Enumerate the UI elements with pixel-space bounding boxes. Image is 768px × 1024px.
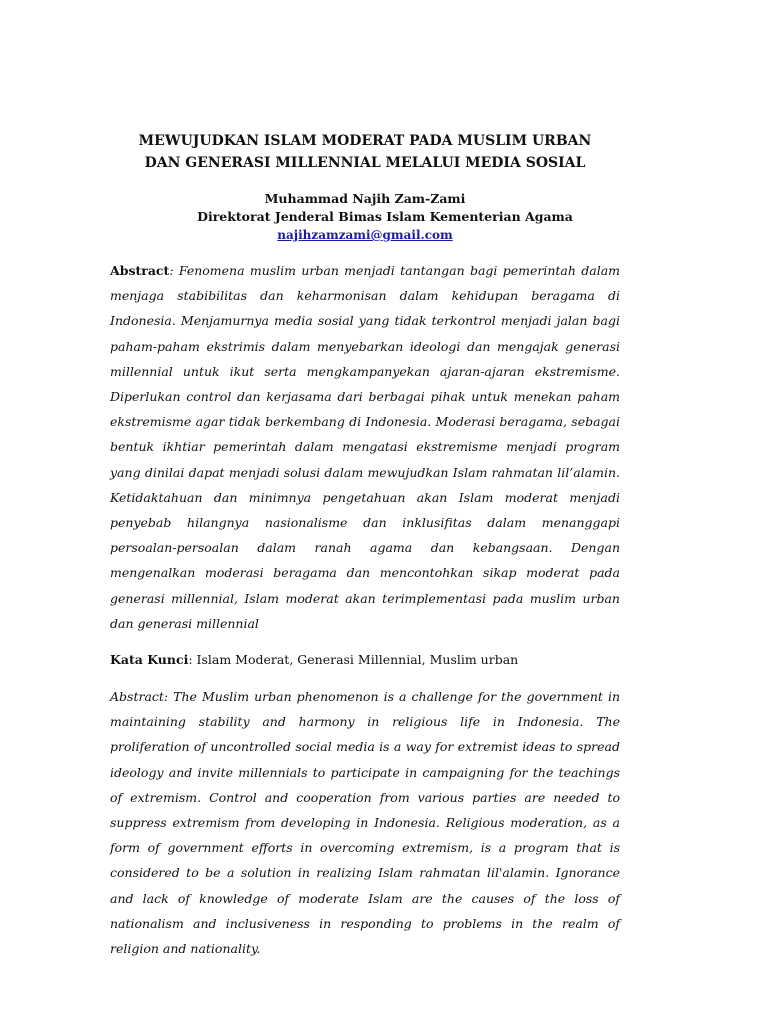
abstract-en-label: Abstract [110, 689, 164, 705]
author-email-link[interactable]: najihzamzami@gmail.com [277, 228, 453, 242]
paper-title [110, 130, 620, 174]
abstract-english [110, 684, 620, 961]
title-line-1: MEWUJUDKAN ISLAM MODERAT PADA MUSLIM URBAN [138, 133, 592, 149]
abstract-id-text: : Fenomena muslim urban menjadi tantangan bagi pemerintah dalam menjaga stabibilitas dan keharmonisan dalam kehidupan beragama di Indonesia. Menjamurnya media sosial yang tidak terkontrol menjadi jalan bagi paham-paham ekstrimis dalam menyebarkan ideologi dan mengajak generasi millennial untuk ikut serta mengkampanyekan ajaran-ajaran ekstremisme. Diperlukan control dan kerjasama dari berbagai pihak untuk menekan paham ekstremisme agar tidak berkembang di Indonesia. Moderasi beragama, sebagai bentuk ikhtiar pemerintah dalam mengatasi ekstremisme menjadi program yang dinilai dapat menjadi solusi dalam mewujudkan Islam rahmatan lil’alamin. Ketidaktahuan dan minimnya pengetahuan akan Islam moderat menjadi penyebab hilangnya nasionalisme dan inklusifitas dalam menanggapi persoalan-persoalan dalam ranah agama dan kebangsaan. Dengan mengenalkan moderasi beragama dan mencontohkan sikap moderat pada generasi millennial, Islam moderat akan terimplementasi pada muslim urban dan generasi millennial [110, 263, 620, 631]
paper-page [110, 130, 620, 974]
author-affiliation: Direktorat Jenderal Bimas Islam Kementerian Agama [197, 209, 573, 224]
abstract-id-label: Abstract [110, 263, 170, 278]
keywords [110, 650, 620, 670]
keywords-label: Kata Kunci [110, 652, 189, 668]
author-name: Muhammad Najih Zam-Zami [264, 191, 466, 206]
title-line-2: DAN GENERASI MILLENNIAL MELALUI MEDIA SOSIAL [144, 155, 586, 171]
abstract-indonesian [110, 258, 620, 636]
abstract-en-text: : The Muslim urban phenomenon is a challenge for the government in maintaining stability and harmony in religious life in Indonesia. The proliferation of uncontrolled social media is a way for extremist ideas to spread ideology and invite millennials to participate in campaigning for the teachings of extremism. Control and cooperation from various parties are needed to suppress extremism from developing in Indonesia. Religious moderation, as a form of government efforts in overcoming extremism, is a program that is considered to be a solution in realizing Islam rahmatan lil'alamin. Ignorance and lack of knowledge of moderate Islam are the causes of the loss of nationalism and inclusiveness in responding to problems in the realm of religion and nationality. [110, 689, 620, 957]
keywords-text: : Islam Moderat, Generasi Millennial, Muslim urban [188, 652, 519, 668]
